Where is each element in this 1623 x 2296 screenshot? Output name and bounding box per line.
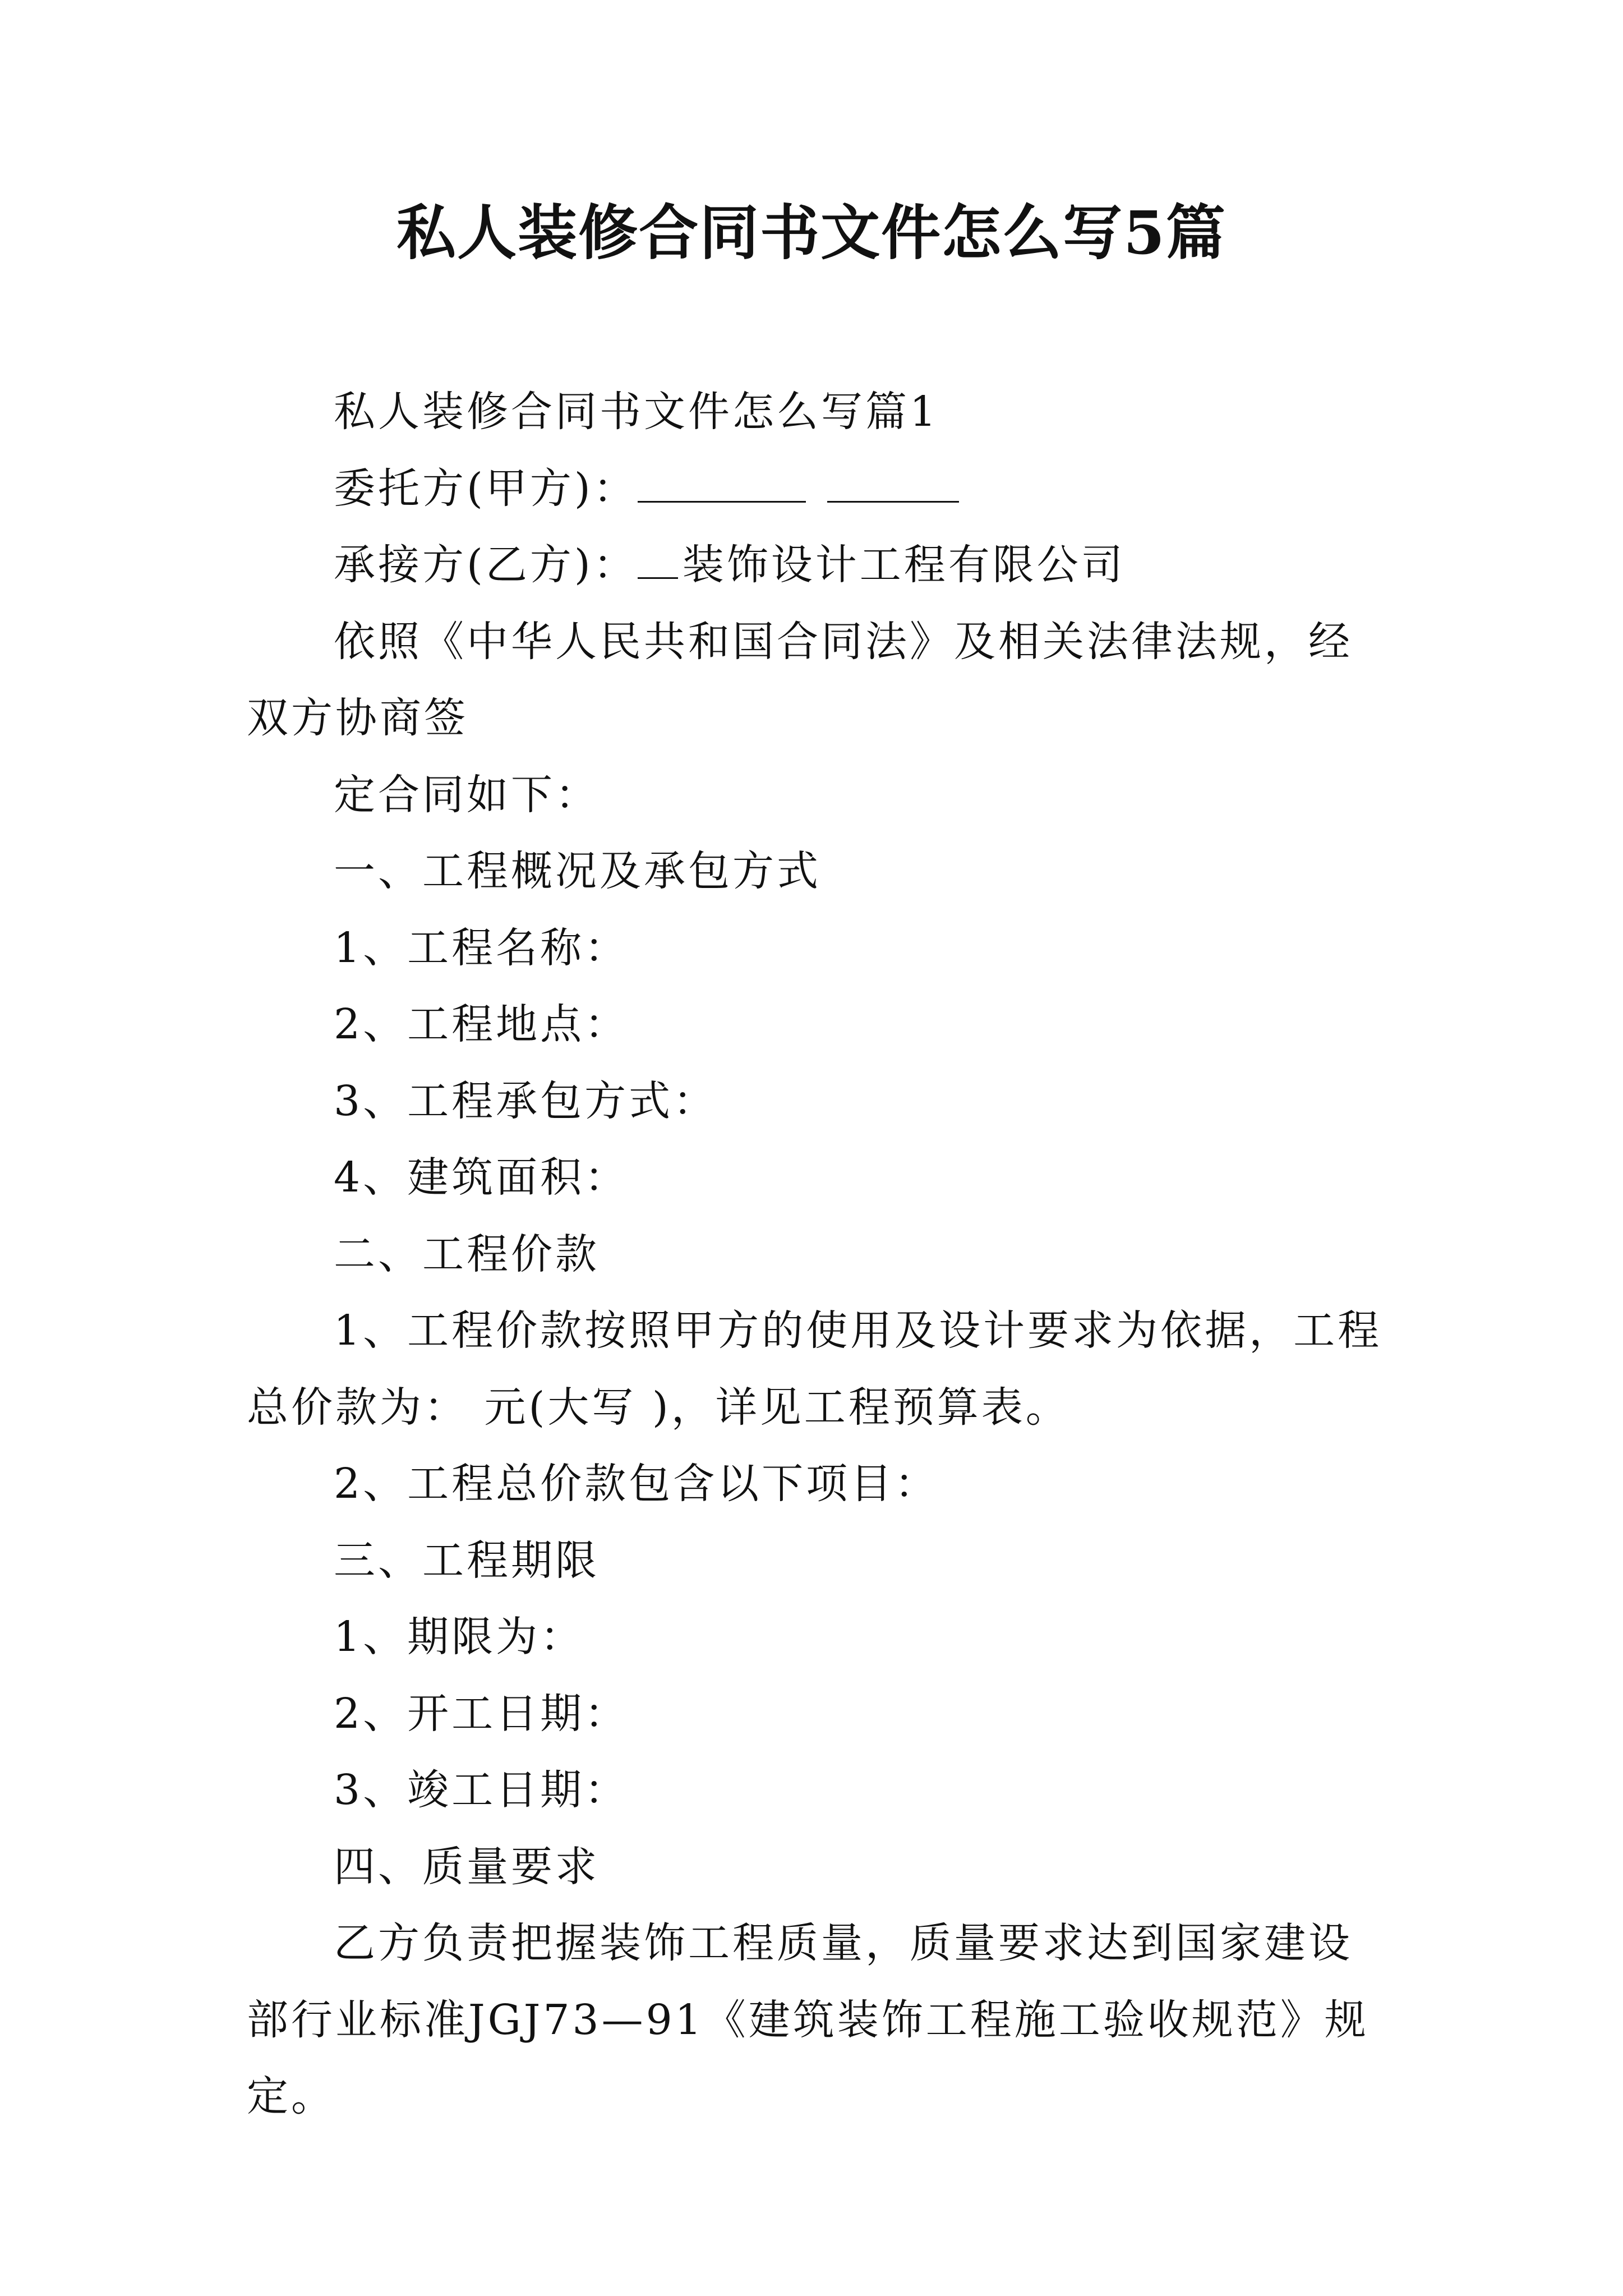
document-title: 私人装修合同书文件怎么写5篇 xyxy=(396,197,1227,268)
item-completion-date: 3、竣工日期： xyxy=(334,1766,629,1814)
paragraph-price: 1、工程价款按照甲方的使用及设计要求为依据，工程总价款为： 元(大写 )，详见工程预算表。 xyxy=(247,1306,1382,1432)
item-start-date: 2、开工日期： xyxy=(334,1689,629,1738)
party-b-label: 承接方(乙方)： xyxy=(334,541,638,589)
section-heading-1: 一、工程概况及承包方式 xyxy=(334,847,821,895)
section-heading-3: 三、工程期限 xyxy=(334,1536,600,1585)
party-a-blank xyxy=(638,466,806,503)
party-b-blank xyxy=(638,542,678,579)
item-project-name: 1、工程名称： xyxy=(334,923,629,972)
item-building-area: 4、建筑面积： xyxy=(334,1153,629,1202)
section-heading-2: 二、工程价款 xyxy=(334,1230,600,1278)
paragraph-basis: 依照《中华人民共和国合同法》及相关法律法规，经双方协商签 xyxy=(247,617,1353,742)
paragraph-quality: 乙方负责把握装饰工程质量，质量要求达到国家建设部行业标准JGJ73—91《建筑装饰工程施工验收规范》规定。 xyxy=(247,1919,1369,2120)
party-a-label: 委托方(甲方)： xyxy=(334,464,638,513)
party-b-line xyxy=(247,527,1391,604)
paragraph-agreement: 定合同如下： xyxy=(334,770,600,819)
item-contract-method: 3、工程承包方式： xyxy=(334,1076,718,1125)
party-a-blank-2 xyxy=(827,466,959,503)
party-b-value: 装饰设计工程有限公司 xyxy=(682,541,1126,589)
item-project-location: 2、工程地点： xyxy=(334,1000,629,1048)
party-a-line xyxy=(247,450,1391,527)
paragraph-price-items: 2、工程总价款包含以下项目： xyxy=(334,1460,939,1508)
document-body xyxy=(247,374,1391,2135)
section-heading-4: 四、质量要求 xyxy=(334,1842,600,1891)
section-heading-article-1: 私人装修合同书文件怎么写篇1 xyxy=(334,388,939,436)
item-duration: 1、期限为： xyxy=(334,1613,585,1661)
